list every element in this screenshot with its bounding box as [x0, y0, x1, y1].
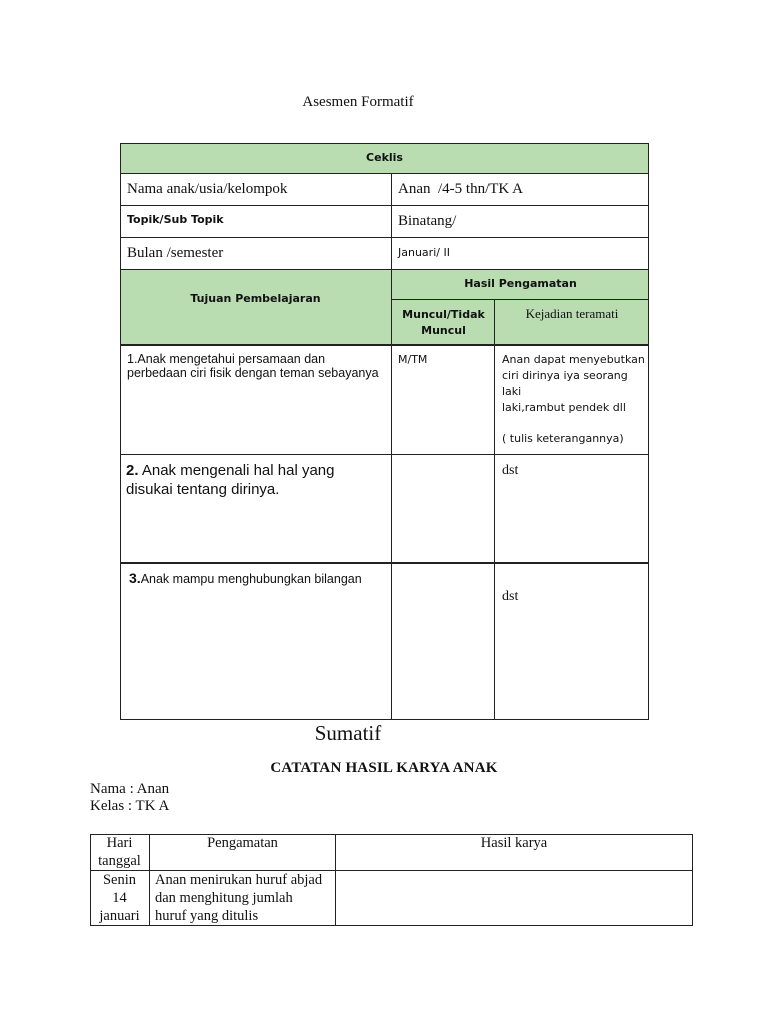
nama-label: Nama anak/usia/kelompok [127, 181, 288, 197]
tujuan-item-1: 1.Anak mengetahui persamaan dan perbedaan ciri fisik dengan teman sebayanya [127, 352, 379, 380]
nama-value: Anan /4-5 thn/TK A [398, 181, 523, 197]
pengamatan-cell: Anan menirukan huruf abjad dan menghitung jumlah huruf yang ditulis [155, 872, 323, 924]
bulan-label: Bulan /semester [127, 245, 224, 261]
hasil-header: Hasil Pengamatan [464, 277, 577, 290]
kejadian-item-1: Anan dapat menyebutkan ciri dirinya iya seorang laki laki,rambut pendek dll [502, 353, 645, 414]
sumatif-title: Sumatif [314, 721, 382, 745]
kejadian-header: Kejadian teramati [525, 306, 619, 321]
kelas-text: Kelas : TK A [90, 798, 170, 814]
tujuan-header: Tujuan Pembelajaran [190, 292, 321, 305]
hasil-karya-table [90, 834, 693, 926]
kejadian-item-2: dst [502, 463, 519, 478]
tujuan-item-2: 2. Anak mengenali hal hal yang disukai tentang dirinya. [126, 462, 335, 498]
formatif-title: Asesmen Formatif [302, 94, 414, 110]
hari-header: Hari tanggal [98, 835, 141, 869]
ceklis-header: Ceklis [366, 151, 403, 164]
kejadian-note-1: ( tulis keterangannya) [502, 432, 624, 445]
bulan-value: Januari/ II [398, 246, 450, 259]
ceklis-table [120, 143, 649, 720]
topik-label: Topik/Sub Topik [127, 213, 224, 226]
pengamatan-header: Pengamatan [207, 835, 278, 851]
kejadian-item-3: dst [502, 589, 519, 604]
catatan-title: CATATAN HASIL KARYA ANAK [270, 760, 498, 776]
muncul-item-1: M/TM [398, 353, 428, 366]
nama-text: Nama : Anan [90, 781, 170, 797]
hari-cell: Senin 14 januari [99, 872, 140, 924]
hasil-header: Hasil karya [480, 835, 548, 851]
muncul-header: Muncul/Tidak Muncul [402, 308, 485, 337]
topik-value: Binatang/ [398, 213, 457, 229]
tujuan-item-3: 3.Anak mampu menghubungkan bilangan [129, 570, 362, 586]
